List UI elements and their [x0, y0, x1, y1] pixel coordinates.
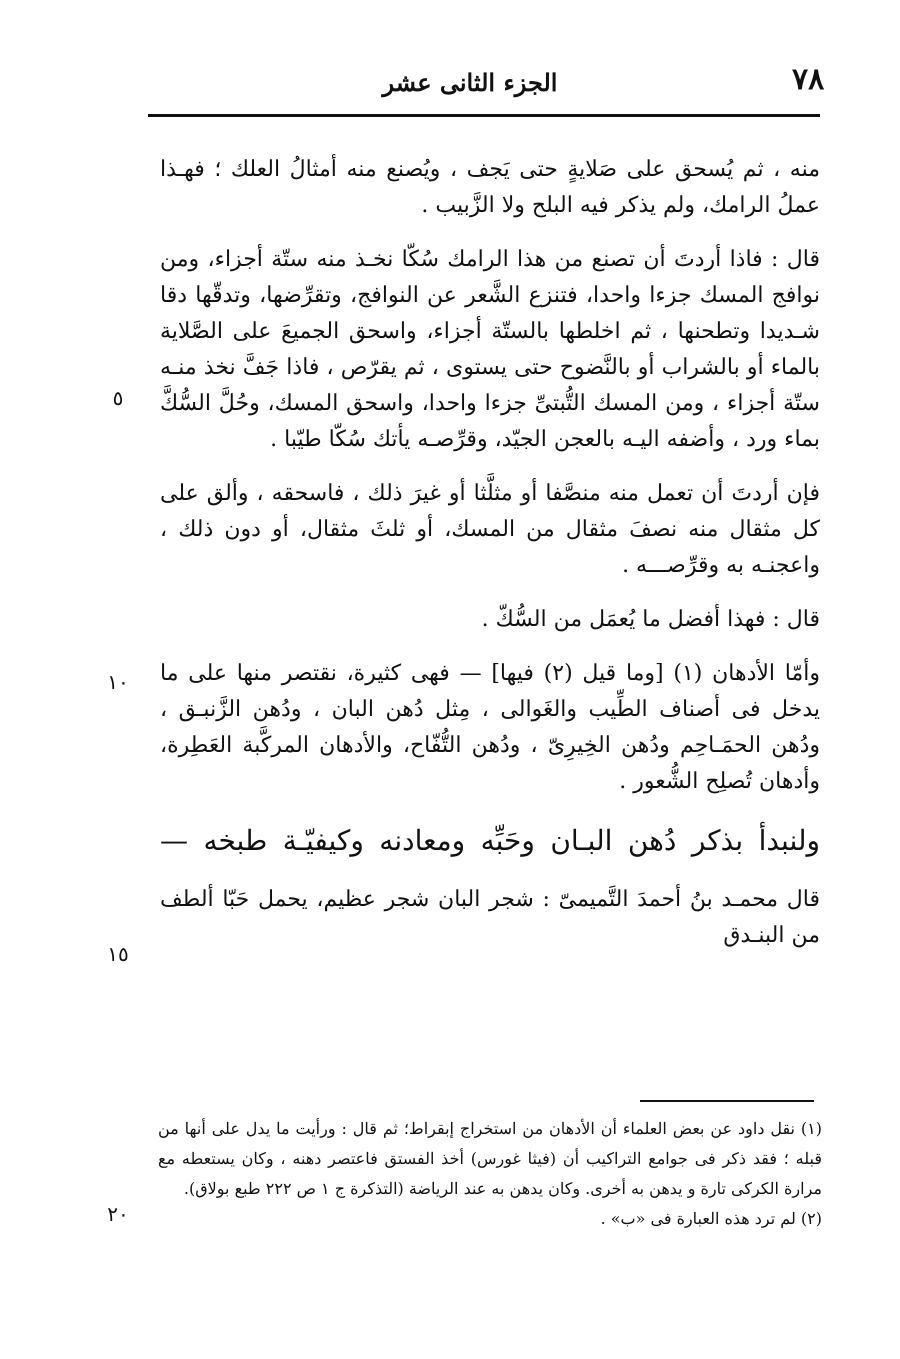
line-number-15: ١٥ [107, 942, 129, 966]
running-head: الجزء الثانى عشر [382, 68, 558, 97]
line-number-10: ١٠ [107, 670, 129, 694]
paragraph-4: قال : فهذا أفضل ما يُعمَل من السُّكّ . [481, 607, 820, 632]
paragraph-1: منه ، ثم يُسحق على صَلايةٍ حتى يَجف ، ويُصنع منه أمثالُ العلك ؛ فهـذا عملُ الرامك، ولم يذكر فيه البلح ولا الزَّبيب . [160, 157, 820, 218]
body-text [160, 152, 820, 956]
footnote-2: (٢) لم ترد هذه العبارة فى «ب» . [600, 1209, 822, 1228]
line-number-20: ٢٠ [107, 1202, 129, 1226]
paragraph-5: وأمّا الأدهان (١) [وما قيل (٢) فيها] — فهى كثيرة، نقتصر منها على ما يدخل فى أصناف الطِّيب والغَوالى ، مِثل دُهن البان ، ودُهن الزَّنبـق ، ودُهن الحمَـاحِم ودُهن الخِيرِىّ ، ودُهن التُّفّاح، والأدهان المركَّبة العَطِرة، وأدهان تُصلِح الشُّعور . [160, 661, 821, 794]
section-heading: ولنبدأ بذكر دُهن البـان وحَبِّه ومعادنه وكيفيّـة طبخه — [160, 824, 820, 857]
paragraph-3: فإن أردتَ أن تعمل منه منصَّفا أو مثلَّثا أو غيرَ ذلك ، فاسحقه ، وألق على كل مثقال منه نصفَ مثقال من المسك، أو ثلثَ مثقال، أو دون ذلك ، واعجنـه به وقرِّصـــه . [160, 481, 820, 578]
paragraph-6: قال محمـد بنُ أحمدَ التَّميمىّ : شجر البان شجر عظيم، يحمل حَبّا ألطف من البنـدق [160, 887, 820, 948]
footnote-1: (١) نقل داود عن بعض العلماء أن الأدهان من استخراج إبقراط؛ ثم قال : ورأيت ما يدل على أنها من قبله ؛ فقد ذكر فى جوامع التراكيب أن (فيثا غورس) أخذ الفستق فاعتصر دهنه ، وكان يستعطه مع مرارة الكركى تارة و يدهن به أخرى. وكان يدهن به عند الرياضة (التذكرة ج ١ ص ٢٢٢ طبع بولاق). [158, 1119, 822, 1198]
page-number: ٧٨ [792, 62, 825, 97]
paragraph-2: قال : فاذا أردتَ أن تصنع من هذا الرامك سُكّا نخـذ منه ستّة أجزاء، ومن نوافج المسك جزءا واحدا، فتنزع الشَّعر عن النوافج، وتقرِّضها، وتدقّها دقا شـديدا وتطحنها ، ثم اخلطها بالستّة أجزاء، واسحق الجميعَ على الصَّلاية بالماء أو بالشراب أو بالنَّضوح حتى يستوى ، ثم يقرّص ، فاذا جَفَّ نخذ منـه ستّة أجزاء ، ومن المسك التُّبتىِّ جزءا واحدا، واسحق المسك، وحُلَّ السُّكَّ بماء ورد ، وأضفه اليـه بالعجن الجيّد، وقرِّصـه يأتك سُكّا طيّبا . [160, 247, 820, 452]
footnote-rule [640, 1100, 814, 1102]
footnotes [158, 1114, 822, 1234]
header-rule [148, 114, 820, 117]
line-number-5: ٥ [112, 386, 124, 410]
